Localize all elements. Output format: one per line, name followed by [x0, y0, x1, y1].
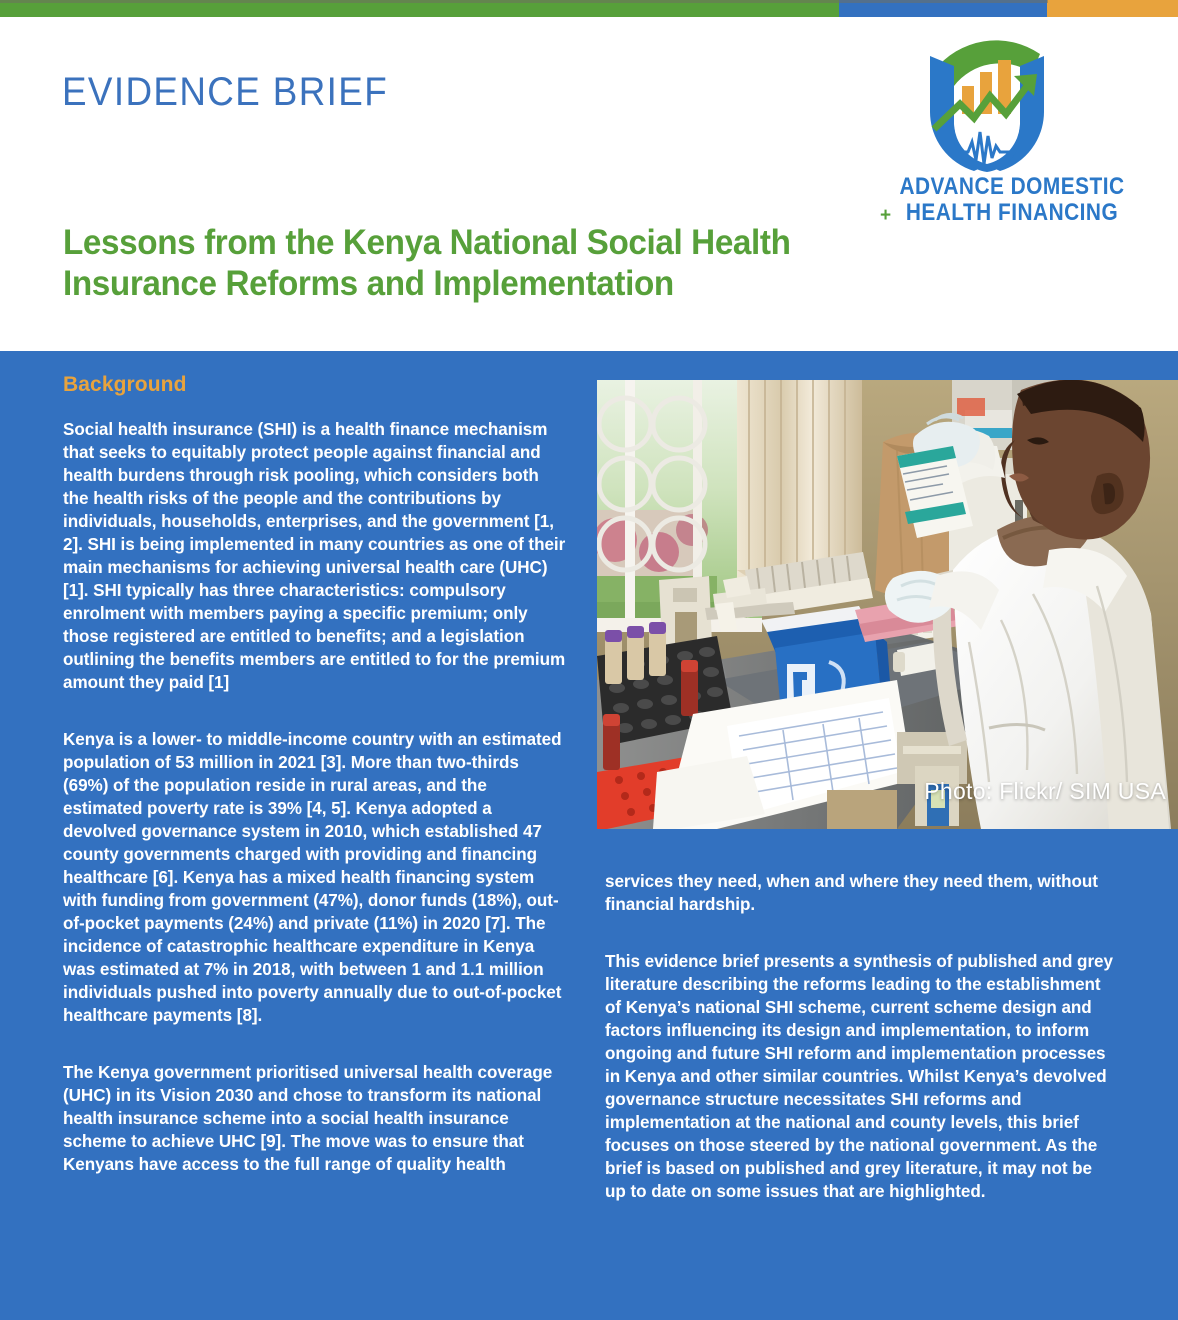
body-panel — [0, 351, 1178, 1320]
topbar-orange-segment — [1047, 0, 1178, 17]
page-title-line1: Lessons from the Kenya National Social Health — [63, 223, 791, 262]
document-kicker: EVIDENCE BRIEF — [62, 70, 389, 114]
logo-text-line2: HEALTH FINANCING — [905, 198, 1119, 226]
photo-illustration — [597, 380, 1178, 829]
lab-technician-photo — [597, 380, 1178, 829]
left-column — [63, 419, 568, 1177]
paragraph: Kenya is a lower- to middle-income country with an estimated population of 53 million in 2021 [3]. More than two-thirds (69%) of the population reside in rural areas, and the estimated poverty rate is 39% [4, 5]. Kenya adopted a devolved governance system in 2010, which established 47 county governments charged with providing and financing healthcare [6]. Kenya has a mixed health financing system with funding from government (47%), donor funds (18%), out-of-pocket payments (24%) and private (11%) in 2020 [7]. The incidence of catastrophic healthcare expenditure in Kenya was estimated at 7% in 2018, with between 1 and 1.1 million individuals pushed into poverty annually due to out-of-pocket healthcare payments [8]. — [63, 729, 562, 1025]
paragraph: This evidence brief presents a synthesis of published and grey literature describing the reforms leading to the establishment of Kenya’s national SHI scheme, current scheme design and factors influencing its design and implementation, to inform ongoing and future SHI reform and implementation processes in Kenya and other similar countries. Whilst Kenya’s devolved governance structure necessitates SHI reforms and implementation at the national and county levels, this brief focuses on those steered by the national government. As the brief is based on published and grey literature, it may not be up to date on some issues that are highlighted. — [605, 951, 1113, 1201]
page-title — [63, 222, 947, 305]
advance-domestic-health-financing-logo — [862, 24, 1162, 229]
right-column — [605, 871, 1113, 1204]
paragraph: The Kenya government prioritised universal health coverage (UHC) in its Vision 2030 and chose to transform its national health insurance scheme into a social health insurance scheme to achieve UHC [9]. The move was to ensure that Kenyans have access to the full range of quality health — [63, 1062, 553, 1174]
section-heading-background: Background — [63, 373, 187, 396]
logo-text-line1: ADVANCE DOMESTIC — [899, 172, 1125, 200]
paragraph: Social health insurance (SHI) is a health finance mechanism that seeks to equitably protect people against financial and health burdens through risk pooling, which considers both the health risks of the people and the contributions by individuals, households, enterprises, and the government [1, 2]. SHI is being implemented in many countries as one of their main mechanisms for achieving universal health care (UHC) [1]. SHI typically has three characteristics: compulsory enrolment with members paying a specific premium; only those registered are entitled to benefits; and a legislation outlining the benefits members are entitled to for the premium amount they paid [1] — [63, 420, 566, 692]
page-title-line2: Insurance Reforms and Implementation — [63, 264, 674, 304]
paragraph: services they need, when and where they need them, without financial hardship. — [605, 872, 1098, 914]
logo-plus-icon: + — [880, 205, 892, 226]
photo-credit: Photo: Flickr/ SIM USA — [924, 778, 1166, 804]
topbar-shadow-edge — [0, 0, 1048, 3]
